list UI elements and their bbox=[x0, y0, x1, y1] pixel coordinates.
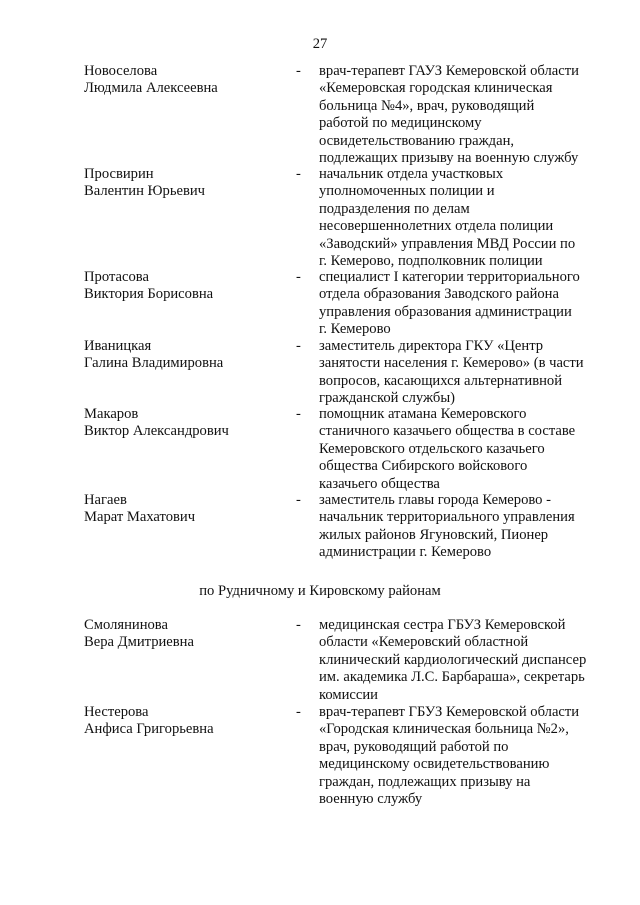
description-line: управления образования администрации bbox=[319, 303, 572, 320]
member-given-name: Виктор Александрович bbox=[84, 423, 229, 440]
description-line: им. академика Л.С. Барбараша», секретарь bbox=[319, 669, 585, 686]
description-line: больница №4», врач, руководящий bbox=[319, 97, 535, 114]
description-line: несовершеннолетних отдела полиции bbox=[319, 218, 554, 235]
description-line: вопросов, касающихся альтернативной bbox=[319, 372, 563, 389]
dash-separator: - bbox=[296, 269, 301, 285]
description-line: врач, руководящий работой по bbox=[319, 738, 509, 755]
description-line: клинический кардиологический диспансер bbox=[319, 651, 587, 668]
dash-separator: - bbox=[296, 492, 301, 508]
dash-separator: - bbox=[296, 338, 301, 354]
member-given-name: Марат Махатович bbox=[84, 509, 196, 526]
member-name bbox=[84, 704, 284, 739]
member-surname: Нестерова bbox=[84, 704, 149, 720]
member-name bbox=[84, 617, 284, 652]
description-line: начальник территориального управления bbox=[319, 509, 575, 526]
member-surname: Протасова bbox=[84, 269, 149, 285]
member-description bbox=[319, 338, 605, 408]
member-surname: Смолянинова bbox=[84, 617, 168, 633]
description-line: области «Кемеровский областной bbox=[319, 634, 529, 651]
description-line: казачьего общества bbox=[319, 475, 440, 492]
dash-separator: - bbox=[296, 63, 301, 79]
dash-separator: - bbox=[296, 166, 301, 182]
description-line: медицинскому освидетельствованию bbox=[319, 756, 550, 773]
description-line: гражданской службы) bbox=[319, 390, 455, 407]
description-line: заместитель директора ГКУ «Центр bbox=[319, 338, 544, 354]
description-line: помощник атамана Кемеровского bbox=[319, 406, 527, 422]
member-description bbox=[319, 406, 605, 493]
member-description bbox=[319, 704, 605, 808]
dash-separator: - bbox=[296, 704, 301, 720]
member-description bbox=[319, 617, 605, 704]
member-name bbox=[84, 269, 284, 304]
description-line: занятости населения г. Кемерово» (в части bbox=[319, 355, 584, 372]
member-name bbox=[84, 492, 284, 527]
member-name bbox=[84, 166, 284, 201]
member-given-name: Галина Владимировна bbox=[84, 355, 224, 372]
section-heading: по Рудничному и Кировскому районам bbox=[199, 583, 441, 599]
member-name bbox=[84, 406, 284, 441]
description-line: уполномоченных полиции и bbox=[319, 183, 495, 200]
description-line: «Кемеровская городская клиническая bbox=[319, 80, 553, 97]
member-surname: Макаров bbox=[84, 406, 139, 422]
description-line: Кемеровского отдельского казачьего bbox=[319, 440, 545, 457]
description-line: отдела образования Заводского района bbox=[319, 286, 559, 303]
description-line: специалист I категории территориального bbox=[319, 269, 580, 285]
description-line: подлежащих призыву на военную службу bbox=[319, 150, 579, 167]
description-line: работой по медицинскому bbox=[319, 115, 482, 132]
member-surname: Просвирин bbox=[84, 166, 154, 182]
description-line: «Городская клиническая больница №2», bbox=[319, 721, 569, 738]
member-given-name: Анфиса Григорьевна bbox=[84, 721, 214, 738]
description-line: военную службу bbox=[319, 791, 423, 808]
description-line: г. Кемерово, подполковник полиции bbox=[319, 253, 543, 270]
member-entry bbox=[84, 704, 604, 824]
description-line: освидетельствованию граждан, bbox=[319, 132, 515, 149]
member-given-name: Валентин Юрьевич bbox=[84, 183, 206, 200]
description-line: подразделения по делам bbox=[319, 200, 470, 217]
member-given-name: Виктория Борисовна bbox=[84, 286, 214, 303]
member-given-name: Людмила Алексеевна bbox=[84, 80, 218, 97]
description-line: общества Сибирского войскового bbox=[319, 458, 528, 475]
description-line: врач-терапевт ГАУЗ Кемеровской области bbox=[319, 63, 579, 79]
member-entry bbox=[84, 166, 604, 286]
description-line: г. Кемерово bbox=[319, 321, 391, 338]
description-line: начальник отдела участковых bbox=[319, 166, 504, 182]
dash-separator: - bbox=[296, 617, 301, 633]
member-description bbox=[319, 492, 605, 562]
description-line: заместитель главы города Кемерово - bbox=[319, 492, 551, 508]
member-surname: Нагаев bbox=[84, 492, 127, 508]
member-entry bbox=[84, 63, 604, 183]
dash-separator: - bbox=[296, 406, 301, 422]
member-description bbox=[319, 63, 605, 167]
member-name bbox=[84, 338, 284, 373]
description-line: медицинская сестра ГБУЗ Кемеровской bbox=[319, 617, 566, 633]
member-name bbox=[84, 63, 284, 98]
description-line: станичного казачьего общества в составе bbox=[319, 423, 576, 440]
member-surname: Иваницкая bbox=[84, 338, 152, 354]
member-description bbox=[319, 269, 605, 339]
description-line: администрации г. Кемерово bbox=[319, 544, 492, 561]
page-number: 27 bbox=[312, 36, 328, 52]
description-line: жилых районов Ягуновский, Пионер bbox=[319, 526, 549, 543]
description-line: комиссии bbox=[319, 686, 378, 703]
description-line: «Заводский» управления МВД России по bbox=[319, 235, 576, 252]
member-surname: Новоселова bbox=[84, 63, 158, 79]
description-line: граждан, подлежащих призыву на bbox=[319, 773, 531, 790]
member-description bbox=[319, 166, 605, 270]
member-given-name: Вера Дмитриевна bbox=[84, 634, 194, 651]
description-line: врач-терапевт ГБУЗ Кемеровской области bbox=[319, 704, 580, 720]
